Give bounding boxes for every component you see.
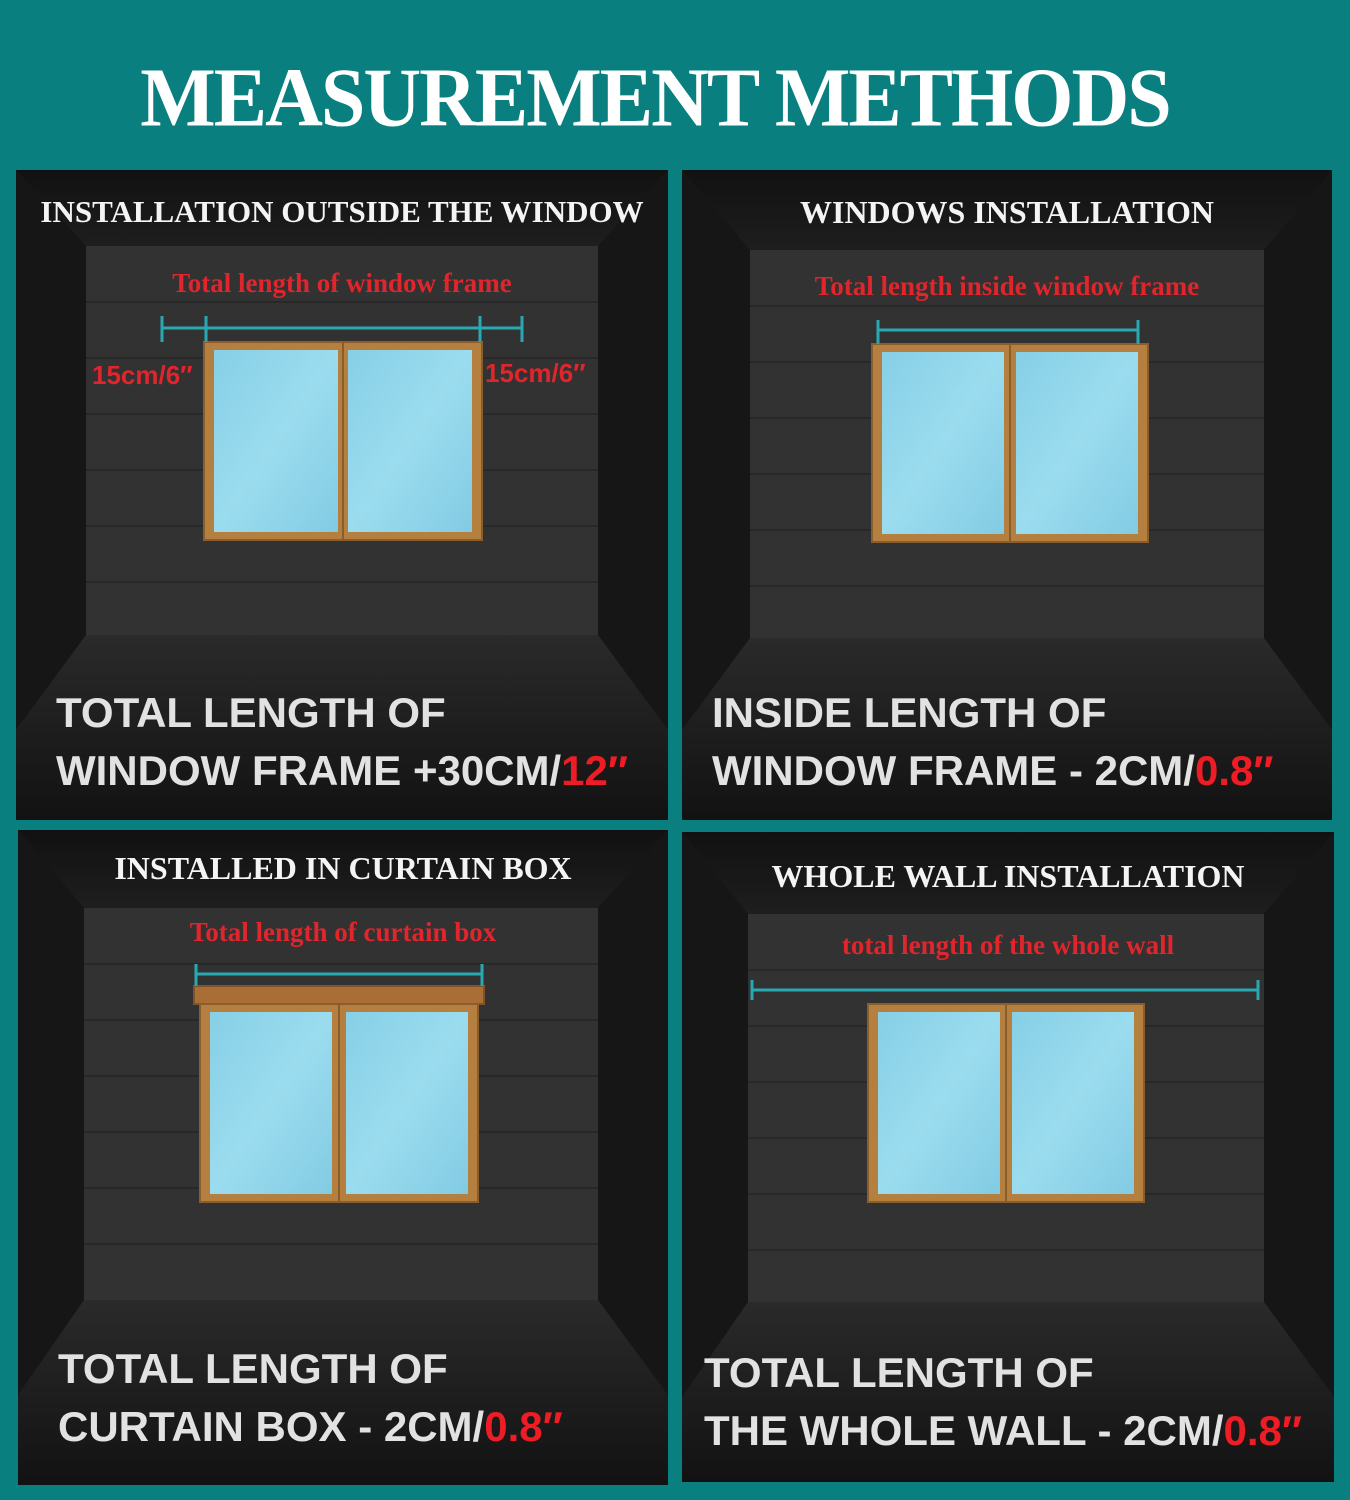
formula-line-2 (58, 1398, 563, 1456)
page-title: MEASUREMENT METHODS (140, 51, 1170, 145)
panel-title: WINDOWS INSTALLATION (799, 194, 1214, 230)
formula-base: WINDOW FRAME - 2CM/ (712, 747, 1195, 794)
formula-line-1: TOTAL LENGTH OF (704, 1349, 1094, 1396)
formula-base: THE WHOLE WALL - 2CM/ (704, 1407, 1224, 1454)
side-label-right: 15cm/6″ (485, 358, 586, 388)
measure-label: Total length inside window frame (814, 271, 1200, 301)
panel-title: WHOLE WALL INSTALLATION (771, 858, 1245, 894)
panel-whole-wall (682, 832, 1334, 1482)
formula-base: CURTAIN BOX - 2CM/ (58, 1403, 485, 1450)
formula-line-1: INSIDE LENGTH OF (712, 689, 1107, 736)
formula-accent: 12″ (561, 747, 629, 794)
formula-text (704, 1344, 1302, 1460)
formula-accent: 0.8″ (484, 1403, 563, 1450)
formula-line-1: TOTAL LENGTH OF (58, 1345, 448, 1392)
measure-label: total length of the whole wall (841, 930, 1175, 960)
formula-line-1: TOTAL LENGTH OF (56, 689, 446, 736)
formula-line-2 (712, 742, 1273, 800)
formula-text (712, 684, 1273, 800)
panel-inside-window (682, 170, 1332, 820)
panel-title: INSTALLED IN CURTAIN BOX (114, 850, 572, 886)
measure-label: Total length of curtain box (189, 917, 497, 947)
panel-title: INSTALLATION OUTSIDE THE WINDOW (40, 194, 644, 229)
formula-accent: 0.8″ (1223, 1407, 1303, 1454)
formula-line-2 (704, 1402, 1302, 1460)
formula-text (58, 1340, 563, 1456)
panel-outside-window (16, 170, 668, 820)
measure-label: Total length of window frame (172, 268, 512, 298)
formula-base: WINDOW FRAME +30CM/ (56, 747, 562, 794)
side-label-left: 15cm/6″ (92, 360, 193, 390)
formula-line-2 (56, 742, 628, 800)
formula-text (56, 684, 628, 800)
panel-curtain-box (18, 830, 668, 1485)
formula-accent: 0.8″ (1194, 747, 1274, 794)
